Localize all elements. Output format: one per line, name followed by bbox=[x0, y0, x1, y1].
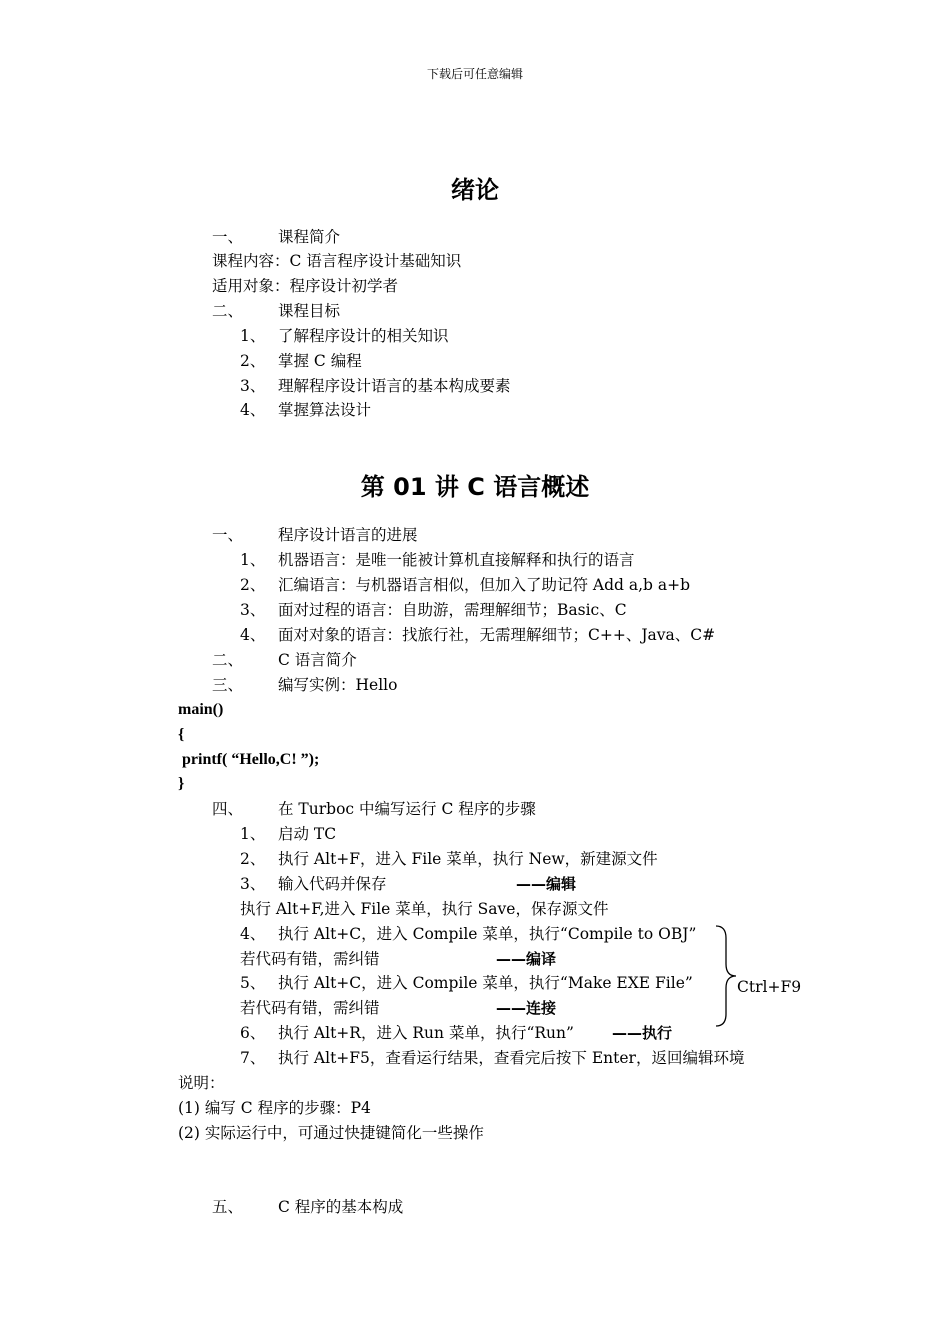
list-item: 4、 面对对象的语言：找旅行社，无需理解细节；C++、Java、C# bbox=[240, 626, 716, 644]
step-note: ——连接 bbox=[496, 999, 557, 1017]
intro-line: 3、 理解程序设计语言的基本构成要素 bbox=[240, 377, 511, 395]
list-item: 2、 汇编语言：与机器语言相似，但加入了助记符 Add a,b a+b bbox=[240, 576, 691, 594]
step-note: ——执行 bbox=[612, 1024, 673, 1042]
step-item: 2、 执行 Alt+F，进入 File 菜单，执行 New，新建源文件 bbox=[240, 850, 658, 868]
shortcut-label: Ctrl+F9 bbox=[737, 978, 802, 996]
section-heading: 一、 程序设计语言的进展 bbox=[212, 526, 418, 544]
step-item: 1、 启动 TC bbox=[240, 825, 337, 843]
lecture-title: 第 01 讲 C 语言概述 bbox=[360, 473, 590, 501]
intro-line: 一、 课程简介 bbox=[212, 228, 341, 246]
code-line: { bbox=[178, 726, 185, 743]
code-line: printf( “Hello,C! ”); bbox=[178, 751, 320, 768]
step-item: 5、 执行 Alt+C，进入 Compile 菜单，执行“Make EXE File” bbox=[240, 974, 693, 992]
step-item: 6、 执行 Alt+R，进入 Run 菜单，执行“Run” bbox=[240, 1024, 574, 1042]
step-item: 执行 Alt+F,进入 File 菜单，执行 Save，保存源文件 bbox=[240, 900, 609, 918]
intro-line: 2、 掌握 C 编程 bbox=[240, 352, 362, 370]
intro-line: 4、 掌握算法设计 bbox=[240, 401, 372, 419]
step-item: 3、 输入代码并保存 bbox=[240, 875, 387, 893]
section-heading: 二、 C 语言简介 bbox=[212, 651, 357, 669]
page-header: 下载后可任意编辑 bbox=[426, 67, 523, 81]
code-line: main() bbox=[178, 701, 224, 718]
intro-line: 适用对象：程序设计初学者 bbox=[212, 277, 399, 295]
step-item: 若代码有错，需纠错 bbox=[240, 950, 380, 968]
step-note: ——编译 bbox=[496, 950, 557, 968]
intro-title: 绪论 bbox=[451, 176, 499, 204]
section-heading: 三、 编写实例：Hello bbox=[212, 676, 398, 694]
list-item: 3、 面对过程的语言：自助游，需理解细节；Basic、C bbox=[240, 601, 627, 619]
step-item: 7、 执行 Alt+F5，查看运行结果，查看完后按下 Enter，返回编辑环境 bbox=[240, 1049, 745, 1067]
section-heading: 五、 C 程序的基本构成 bbox=[212, 1198, 404, 1216]
step-item: 若代码有错，需纠错 bbox=[240, 999, 380, 1017]
intro-line: 二、 课程目标 bbox=[212, 302, 341, 320]
list-item: 1、 机器语言：是唯一能被计算机直接解释和执行的语言 bbox=[240, 551, 635, 569]
step-note: ——编辑 bbox=[516, 875, 577, 893]
code-line: } bbox=[178, 775, 185, 792]
step-item: 4、 执行 Alt+C，进入 Compile 菜单，执行“Compile to OBJ” bbox=[240, 925, 697, 943]
intro-line: 1、 了解程序设计的相关知识 bbox=[240, 327, 449, 345]
section-heading: 四、 在 Turboc 中编写运行 C 程序的步骤 bbox=[212, 800, 536, 818]
note-item: (2) 实际运行中，可通过快捷键简化一些操作 bbox=[178, 1124, 484, 1142]
notes-title: 说明： bbox=[178, 1074, 225, 1092]
intro-line: 课程内容：C 语言程序设计基础知识 bbox=[212, 252, 462, 270]
note-item: (1) 编写 C 程序的步骤：P4 bbox=[178, 1099, 371, 1117]
